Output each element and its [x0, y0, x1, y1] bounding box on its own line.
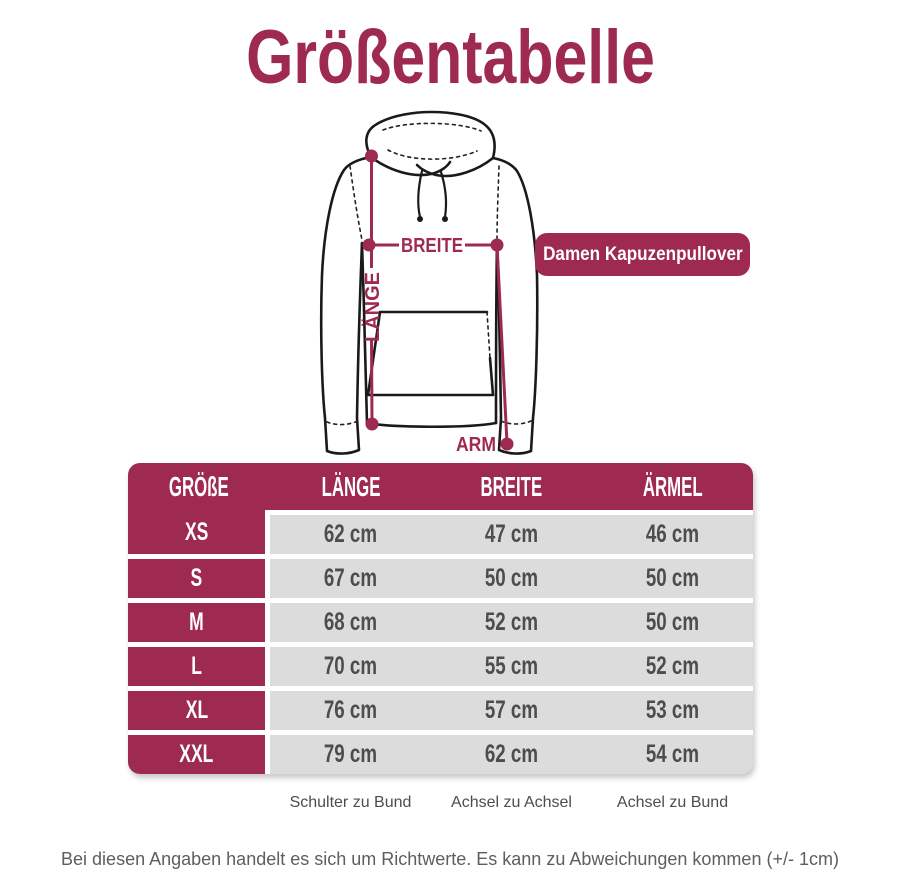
value-length: 76 cm [323, 696, 378, 724]
size-cell: M [128, 603, 265, 642]
hem-line [367, 423, 496, 427]
value-sleeve: 52 cm [645, 652, 700, 680]
length-measure-label: LÄNGE [361, 272, 384, 342]
value-width: 62 cm [484, 740, 539, 768]
table-row [128, 515, 753, 554]
drawstring-right [441, 172, 446, 217]
measure-hint-length: Schulter zu Bund [289, 794, 412, 811]
width-measure-label: BREITE [401, 235, 463, 257]
row-values [270, 603, 753, 642]
value-length: 62 cm [323, 520, 378, 548]
measure-hint-width: Achsel zu Achsel [451, 794, 572, 811]
pocket-opening-seam [487, 312, 490, 358]
measure-hints [270, 794, 753, 812]
value-width: 55 cm [484, 652, 539, 680]
row-values [270, 515, 753, 554]
collar-right [417, 158, 493, 176]
drawstring-tip-right [442, 216, 448, 222]
drawstring-left [418, 171, 422, 217]
value-width: 50 cm [484, 564, 539, 592]
value-sleeve: 54 cm [645, 740, 700, 768]
right-shoulder-seam [497, 166, 499, 239]
cuff-dot [501, 438, 514, 451]
drawstring-tips [417, 216, 448, 222]
measurement-dots [363, 150, 514, 451]
measurement-labels [361, 235, 496, 456]
value-length: 68 cm [323, 608, 378, 636]
value-length: 67 cm [323, 564, 378, 592]
measure-hint-sleeve: Achsel zu Bund [616, 794, 729, 811]
value-sleeve: 50 cm [645, 564, 700, 592]
row-values [270, 559, 753, 598]
chest-right-dot [491, 239, 504, 252]
value-sleeve: 53 cm [645, 696, 700, 724]
column-header-length: LÄNGE [321, 470, 380, 502]
page-title [0, 16, 900, 100]
product-badge [535, 233, 750, 276]
column-header-width: BREITE [480, 470, 543, 502]
table-row [128, 647, 753, 686]
chest-left-dot [363, 239, 376, 252]
disclaimer-text: Bei diesen Angaben handelt es sich um Richtwerte. Es kann zu Abweichungen kommen (+/- 1cm) [61, 849, 839, 869]
left-cuff-seam [327, 421, 358, 425]
value-length: 79 cm [323, 740, 378, 768]
hood-top-seam [383, 123, 481, 131]
row-values [270, 691, 753, 730]
table-row [128, 559, 753, 598]
value-sleeve: 50 cm [645, 608, 700, 636]
row-values [270, 647, 753, 686]
size-cell: XXL [128, 735, 265, 774]
table-body [128, 515, 753, 774]
size-cell: XL [128, 691, 265, 730]
pocket-outline [368, 312, 493, 395]
value-width: 47 cm [484, 520, 539, 548]
row-values [270, 735, 753, 774]
size-cell: XS [128, 510, 265, 554]
left-shoulder-seam [350, 166, 362, 240]
page-title-text: Größentabelle [245, 15, 655, 100]
measurement-lines [369, 156, 507, 443]
drawstring-tip-left [417, 216, 423, 222]
arm-measure-label: ARM [456, 434, 496, 456]
table-row [128, 603, 753, 642]
table-row [128, 735, 753, 774]
value-length: 70 cm [323, 652, 378, 680]
table-header-row [128, 463, 753, 510]
size-table [128, 463, 753, 774]
hem-dot [366, 418, 379, 431]
table-row [128, 691, 753, 730]
hoodie-diagram [300, 100, 560, 470]
shoulder-dot [365, 150, 378, 163]
value-sleeve: 46 cm [645, 520, 700, 548]
size-cell: S [128, 559, 265, 598]
value-width: 52 cm [484, 608, 539, 636]
product-badge-label: Damen Kapuzenpullover [542, 243, 743, 265]
hood-outline [366, 112, 494, 158]
column-header-sleeve: ÄRMEL [642, 470, 703, 502]
size-cell: L [128, 647, 265, 686]
value-width: 57 cm [484, 696, 539, 724]
hood-inner-seam [388, 150, 477, 159]
column-header-size: GRÖßE [169, 470, 229, 502]
